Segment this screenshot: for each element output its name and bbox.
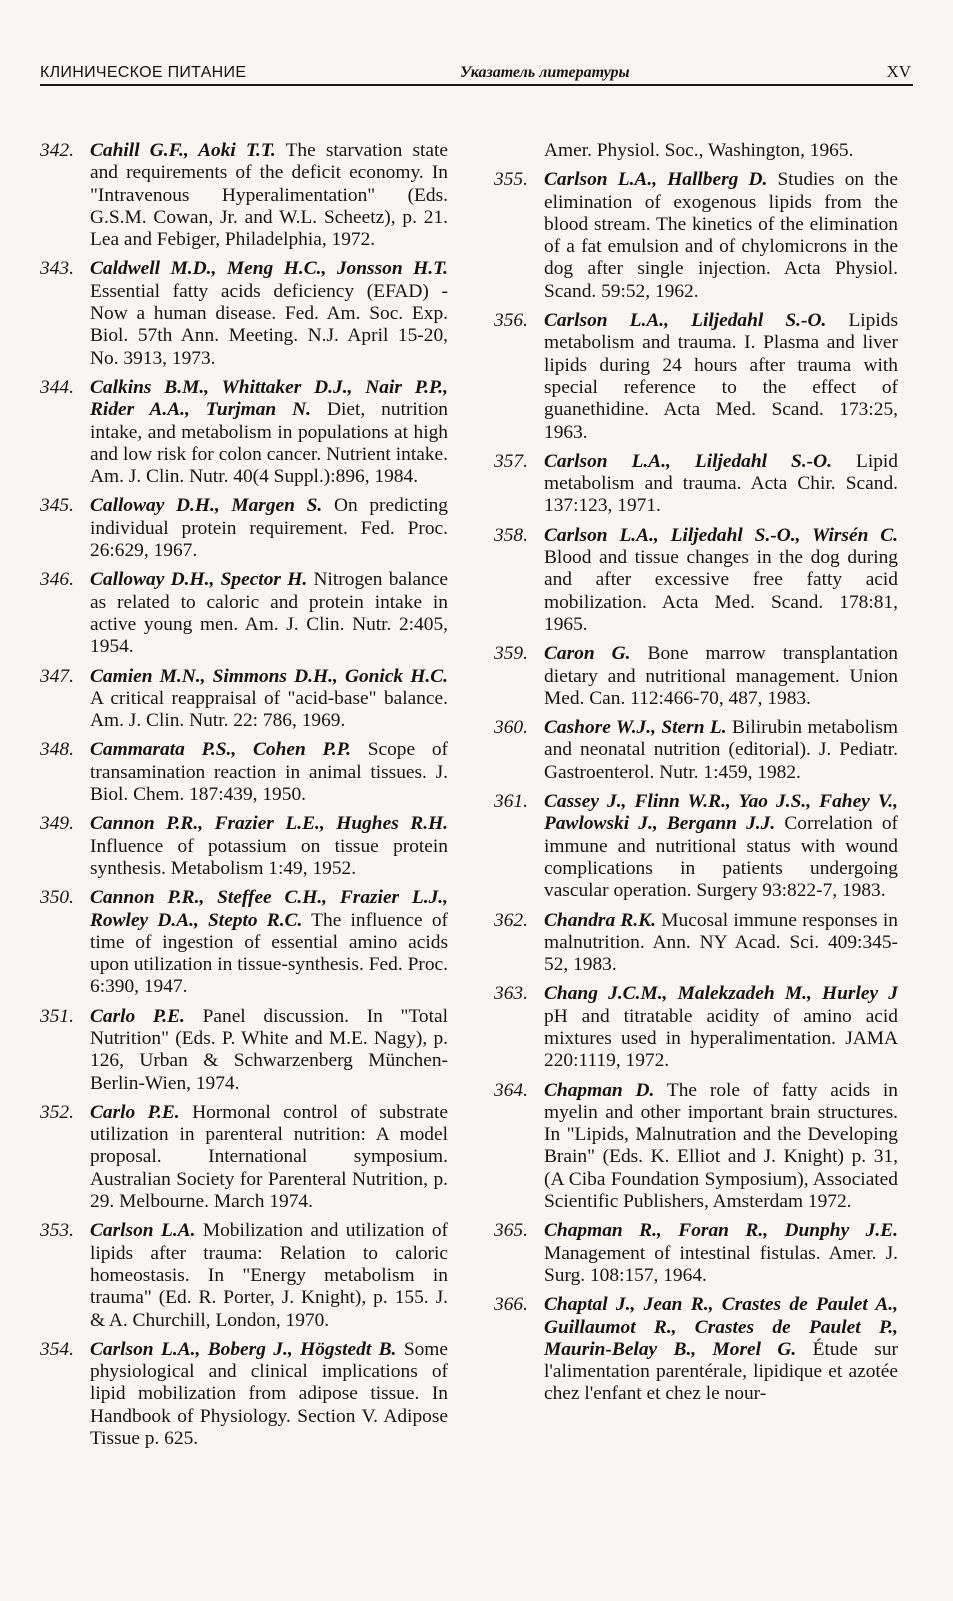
reference-entry xyxy=(40,887,448,998)
reference-text: Bilirubin metabolism and neonatal nutrition (editorial). J. Pediatr. Gastroenterol. Nutr. 1:459, 1982. xyxy=(544,717,898,783)
reference-text: Influence of potassium on tissue protein synthesis. Metabolism 1:49, 1952. xyxy=(90,835,448,879)
reference-entry xyxy=(494,1080,898,1214)
reference-continuation xyxy=(494,140,898,162)
reference-authors: Carlson L.A. xyxy=(90,1220,196,1242)
reference-authors: Cassey J., Flinn W.R., Yao J.S., Fahey V., Pawlowski J., Bergann J.J. xyxy=(544,791,898,835)
reference-text: On predicting individual protein requirement. Fed. Proc. 26:629, 1967. xyxy=(90,495,448,562)
reference-authors: Caron G. xyxy=(544,643,631,665)
reference-text: Lipids metabolism and trauma. I. Plasma and liver lipids during 24 hours after trauma with special reference to the effect of guanethidine. Acta Med. Scand. 173:25, 1963. xyxy=(544,310,898,443)
reference-entry xyxy=(40,569,448,658)
reference-text: Nitrogen balance as related to caloric and protein intake in active young men. Am. J. Clin. Nutr. 2:405, 1954. xyxy=(90,569,448,658)
reference-authors: Cammarata P.S., Cohen P.P. xyxy=(90,739,351,761)
reference-authors: Carlson L.A., Liljedahl S.-O., Wirsén C. xyxy=(544,524,898,546)
reference-number: 364. xyxy=(494,1079,528,1101)
reference-entry xyxy=(494,310,898,444)
reference-authors: Chaptal J., Jean R., Crastes de Paulet A., Guillaumot R., Crastes de Paulet P., Maurin-Belay B., Morel G. xyxy=(544,1294,898,1360)
reference-entry xyxy=(40,377,448,488)
reference-number: 362. xyxy=(494,909,528,931)
reference-text: Some physiological and clinical implications of lipid mobilization from adipose tissue. In Handbook of Physiology. Section V. Adipose Tissue p. 625. xyxy=(90,1338,448,1450)
reference-text: Diet, nutrition intake, and metabolism in populations at high and low risk for colon cancer. Nutrient intake. Am. J. Clin. Nutr. 40(4 Suppl.):896, 1984. xyxy=(90,399,448,488)
reference-text: Essential fatty acids deficiency (EFAD) - Now a human disease. Fed. Am. Soc. Exp. Biol. 57th Ann. Meeting. N.J. April 15-20, No. 3913, 1973. xyxy=(90,280,448,369)
reference-text: Panel discussion. In "Total Nutrition" (Eds. P. White and M.E. Nagy), p. 126, Urban & Schwarzenberg München-Berlin-Wien, 1974. xyxy=(90,1005,449,1094)
reference-text: The starvation state and requirements of the deficit economy. In "Intravenous Hyperalimentation" (Eds. G.S.M. Cowan, Jr. and W.L. Scheetz), p. 21. Lea and Febiger, Philadelphia, 1972. xyxy=(90,140,448,251)
reference-number: 344. xyxy=(40,376,74,398)
reference-text: Mucosal immune responses in malnutrition. Ann. NY Acad. Sci. 409:345-52, 1983. xyxy=(544,909,898,976)
reference-entry xyxy=(40,739,448,806)
reference-entry xyxy=(40,258,448,369)
reference-number: 363. xyxy=(494,983,528,1005)
reference-authors: Cashore W.J., Stern L. xyxy=(544,717,727,739)
reference-text: Étude sur l'alimentation parentérale, lipidique et azotée chez l'enfant et chez le nour- xyxy=(544,1338,898,1405)
reference-number: 356. xyxy=(494,310,528,332)
reference-authors: Chapman R., Foran R., Dunphy J.E. xyxy=(544,1220,898,1242)
reference-authors: Carlson L.A., Liljedahl S.-O. xyxy=(544,450,832,472)
reference-authors: Camien M.N., Simmons D.H., Gonick H.C. xyxy=(90,665,448,687)
reference-entry xyxy=(494,717,898,784)
reference-authors: Chang J.C.M., Malekzadeh M., Hurley J xyxy=(544,983,898,1005)
right-column xyxy=(494,140,898,1413)
reference-number: 351. xyxy=(40,1005,74,1027)
reference-number: 345. xyxy=(40,495,74,517)
reference-number: 358. xyxy=(494,524,528,546)
reference-entry xyxy=(494,983,898,1072)
reference-number: 365. xyxy=(494,1220,528,1242)
reference-authors: Cannon P.R., Steffee C.H., Frazier L.J., Rowley D.A., Stepto R.C. xyxy=(90,887,448,931)
reference-authors: Carlson L.A., Hallberg D. xyxy=(544,169,768,191)
reference-entry xyxy=(494,910,898,977)
reference-entry xyxy=(494,643,898,710)
reference-text: The role of fatty acids in myelin and other important brain structures. In "Lipids, Malnutration and the Developing Brain" (Eds. K. Elliot and J. Knight) p. 31, (A Ciba Foundation Symposium), Associated Scientific Publishers, Amsterdam 1972. xyxy=(544,1079,898,1213)
reference-authors: Carlo P.E. xyxy=(90,1101,180,1123)
reference-number: 348. xyxy=(40,739,74,761)
book-title: КЛИНИЧЕСКОЕ ПИТАНИЕ xyxy=(40,64,247,81)
reference-text: Correlation of immune and nutritional status with wound complications in patients undergoing vascular operation. Surgery 93:822-7, 1983. xyxy=(544,813,898,902)
reference-entry xyxy=(494,791,898,902)
reference-entry xyxy=(494,525,898,636)
reference-text: Blood and tissue changes in the dog during and after excessive free fatty acid mobilization. Acta Med. Scand. 178:81, 1965. xyxy=(544,547,898,635)
reference-text: pH and titratable acidity of amino acid mixtures used in hyperalimentation. JAMA 220:1119, 1972. xyxy=(544,1005,898,1072)
continuation-text: Amer. Physiol. Soc., Washington, 1965. xyxy=(544,140,854,161)
reference-number: 349. xyxy=(40,813,74,835)
section-title: Указатель литературы xyxy=(460,64,630,81)
reference-authors: Carlo P.E. xyxy=(90,1005,185,1027)
reference-text: The influence of time of ingestion of essential amino acids upon utilization in tissue-synthesis. Fed. Proc. 6:390, 1947. xyxy=(90,909,448,998)
reference-authors: Carlson L.A., Liljedahl S.-O. xyxy=(544,310,827,332)
reference-number: 360. xyxy=(494,717,528,739)
reference-authors: Chandra R.K. xyxy=(544,909,656,931)
reference-number: 354. xyxy=(40,1338,74,1360)
reference-text: A critical reappraisal of "acid-base" balance. Am. J. Clin. Nutr. 22: 786, 1969. xyxy=(90,687,448,732)
reference-number: 366. xyxy=(494,1294,528,1316)
reference-number: 357. xyxy=(494,450,528,472)
reference-authors: Caldwell M.D., Meng H.C., Jonsson H.T. xyxy=(90,258,448,280)
reference-entry xyxy=(494,1220,898,1287)
reference-entry xyxy=(40,1339,448,1450)
running-header xyxy=(40,60,913,86)
reference-authors: Calloway D.H., Spector H. xyxy=(90,569,308,591)
reference-authors: Chapman D. xyxy=(544,1079,655,1101)
reference-entry xyxy=(40,1220,448,1331)
reference-text: Mobilization and utilization of lipids after trauma: Relation to caloric homeostasis. In "Energy metabolism in trauma" (Ed. R. Porter, J. Knight), p. 155. J. & A. Churchill, London, 1970. xyxy=(90,1220,448,1331)
reference-authors: Cannon P.R., Frazier L.E., Hughes R.H. xyxy=(90,813,448,835)
reference-number: 353. xyxy=(40,1220,74,1242)
reference-number: 352. xyxy=(40,1101,74,1123)
reference-number: 346. xyxy=(40,569,74,591)
reference-entry xyxy=(40,1102,448,1213)
reference-text: Scope of transamination reaction in animal tissues. J. Biol. Chem. 187:439, 1950. xyxy=(90,739,448,806)
reference-entry xyxy=(494,169,898,303)
reference-number: 350. xyxy=(40,887,74,909)
reference-entry xyxy=(494,451,898,518)
reference-entry xyxy=(40,495,448,562)
reference-authors: Calloway D.H., Margen S. xyxy=(90,495,323,517)
reference-entry xyxy=(40,666,448,733)
reference-number: 359. xyxy=(494,643,528,665)
reference-entry xyxy=(494,1294,898,1405)
reference-number: 347. xyxy=(40,665,74,687)
reference-entry xyxy=(40,1006,448,1095)
page-number: XV xyxy=(886,62,911,81)
reference-authors: Cahill G.F., Aoki T.T. xyxy=(90,140,276,161)
reference-text: Hormonal control of substrate utilization in parenteral nutrition: A model proposal. International symposium. Australian Society for Parenteral Nutrition, p. 29. Melbourne. March 1974. xyxy=(90,1101,448,1213)
reference-text: Lipid metabolism and trauma. Acta Chir. Scand. 137:123, 1971. xyxy=(544,450,898,517)
reference-number: 355. xyxy=(494,169,528,191)
reference-authors: Carlson L.A., Boberg J., Högstedt B. xyxy=(90,1338,397,1360)
reference-number: 361. xyxy=(494,791,528,813)
reference-text: Bone marrow transplantation dietary and nutritional management. Union Med. Can. 112:466-70, 487, 1983. xyxy=(544,643,898,709)
reference-entry xyxy=(40,813,448,880)
reference-number: 343. xyxy=(40,258,74,280)
reference-authors: Calkins B.M., Whittaker D.J., Nair P.P., Rider A.A., Turjman N. xyxy=(90,376,448,421)
reference-text: Management of intestinal fistulas. Amer. J. Surg. 108:157, 1964. xyxy=(544,1242,898,1286)
left-column xyxy=(40,140,448,1457)
reference-text: Studies on the elimination of exogenous lipids from the blood stream. The kinetics of the elimination of a fat emulsion and of chylomicrons in the dog after single injection. Acta Physiol. Scand. 59:52, 1962. xyxy=(544,169,898,302)
reference-entry xyxy=(40,140,448,251)
reference-number: 342. xyxy=(40,140,74,161)
